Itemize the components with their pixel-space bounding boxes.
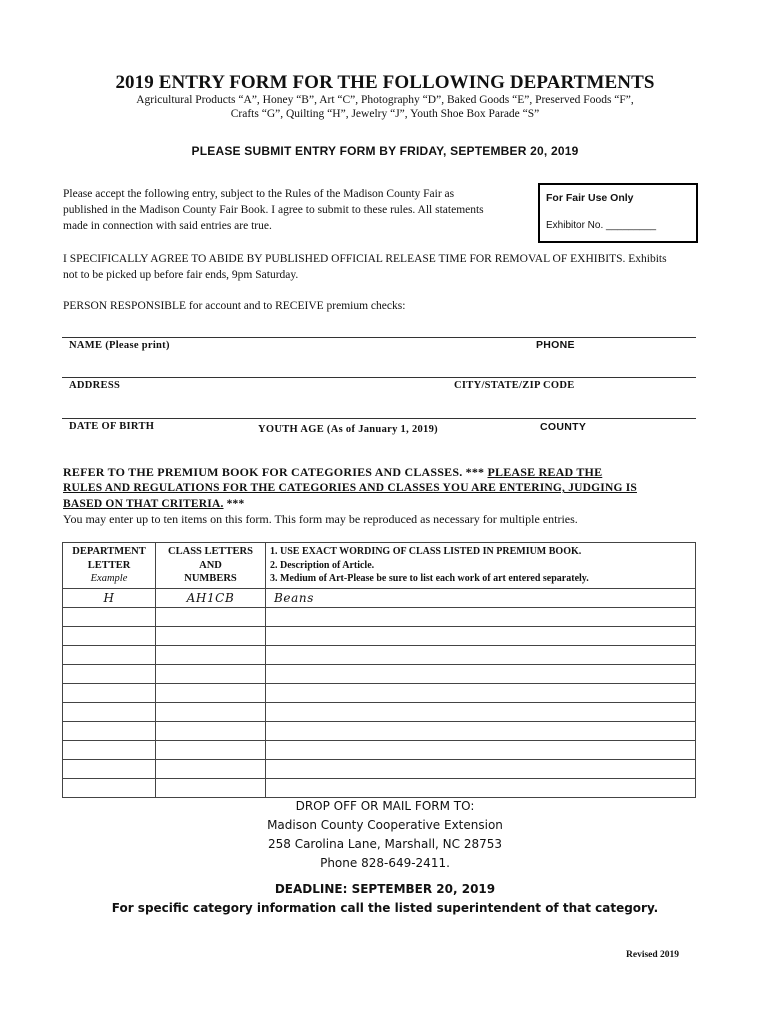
name-label: NAME (Please print) <box>69 340 170 351</box>
revised-note: Revised 2019 <box>626 950 680 960</box>
release-statement <box>63 251 743 283</box>
mailing-address: 258 Carolina Lane, Marshall, NC 28753 <box>267 837 503 851</box>
department-cell[interactable] <box>63 607 156 626</box>
departments-line-2: Crafts “G”, Quilting “H”, Jewelry “J”, Youth Shoe Box Parade “S” <box>230 108 540 120</box>
release-line-2: not to be picked up before fair ends, 9pm Saturday. <box>63 269 299 281</box>
youth-age-label: YOUTH AGE (As of January 1, 2019) <box>258 424 438 435</box>
class-cell[interactable] <box>156 778 266 797</box>
intro-line-3: made in connection with said entries are true. <box>63 220 272 232</box>
table-row <box>63 683 696 702</box>
description-cell[interactable] <box>266 759 696 778</box>
refer-paragraph <box>63 464 703 512</box>
class-header-line-2: AND <box>199 559 222 571</box>
class-cell[interactable] <box>156 702 266 721</box>
entry-limit-note: You may enter up to ten items on this form. This form may be reproduced as necessary for multiple entries. <box>63 512 578 526</box>
refer-line-2: RULES AND REGULATIONS FOR THE CATEGORIES AND CLASSES YOU ARE ENTERING, JUDGING IS <box>63 482 637 494</box>
class-cell[interactable] <box>156 645 266 664</box>
department-header-line-1: DEPARTMENT <box>72 546 146 557</box>
class-cell[interactable] <box>156 664 266 683</box>
table-row <box>63 626 696 645</box>
example-label: Example <box>90 573 128 584</box>
table-row <box>63 721 696 740</box>
refer-line-1b: PLEASE READ THE <box>487 465 603 479</box>
table-row <box>63 645 696 664</box>
department-cell[interactable] <box>63 759 156 778</box>
intro-paragraph <box>63 186 533 234</box>
refer-line-3b: *** <box>223 498 245 510</box>
department-cell[interactable] <box>63 740 156 759</box>
table-row <box>63 702 696 721</box>
county-label: COUNTY <box>540 421 587 433</box>
department-cell[interactable] <box>63 683 156 702</box>
example-description-cell: Beans <box>266 588 696 607</box>
drop-off-heading: DROP OFF OR MAIL FORM TO: <box>295 799 475 813</box>
intro-line-2: published in the Madison County Fair Book. I agree to submit to these rules. All statements <box>63 204 484 216</box>
release-line-1: I SPECIFICALLY AGREE TO ABIDE BY PUBLISHED OFFICIAL RELEASE TIME FOR REMOVAL OF EXHIBITS. Exhibits <box>63 253 667 265</box>
departments-list <box>0 93 770 121</box>
exhibitor-number-field[interactable]: Exhibitor No. _________ <box>546 220 657 231</box>
department-cell[interactable] <box>63 626 156 645</box>
description-header-line-3: 3. Medium of Art-Please be sure to list each work of art entered separately. <box>270 573 589 584</box>
description-cell[interactable] <box>266 626 696 645</box>
description-cell[interactable] <box>266 645 696 664</box>
class-cell[interactable] <box>156 759 266 778</box>
class-cell[interactable] <box>156 740 266 759</box>
table-row <box>63 778 696 797</box>
class-cell[interactable] <box>156 721 266 740</box>
dob-label: DATE OF BIRTH <box>69 421 155 432</box>
description-header-line-2: 2. Description of Article. <box>270 559 375 571</box>
description-cell[interactable] <box>266 721 696 740</box>
class-letters-header <box>156 543 266 589</box>
phone-number: Phone 828-649-2411. <box>320 856 450 870</box>
description-header <box>266 543 696 589</box>
department-cell[interactable] <box>63 721 156 740</box>
table-row <box>63 740 696 759</box>
example-class-cell: AH1CB <box>156 588 266 607</box>
example-row <box>63 588 696 607</box>
description-cell[interactable] <box>266 778 696 797</box>
address-line[interactable] <box>62 377 696 378</box>
table-row <box>63 759 696 778</box>
refer-line-3a: BASED ON THAT CRITERIA. <box>63 498 224 510</box>
organization-name: Madison County Cooperative Extension <box>267 818 503 832</box>
fair-use-box <box>538 183 698 243</box>
description-cell[interactable] <box>266 664 696 683</box>
page-title: 2019 ENTRY FORM FOR THE FOLLOWING DEPARTMENTS <box>115 72 655 93</box>
table-header-row <box>63 543 696 589</box>
specific-info-text: For specific category information call the listed superintendent of that category. <box>111 901 659 915</box>
fair-use-title: For Fair Use Only <box>546 192 634 204</box>
dob-line[interactable] <box>62 418 696 419</box>
description-cell[interactable] <box>266 607 696 626</box>
department-cell[interactable] <box>63 778 156 797</box>
department-cell[interactable] <box>63 664 156 683</box>
example-department-cell: H <box>63 588 156 607</box>
department-header-line-2: LETTER <box>87 559 131 571</box>
department-cell[interactable] <box>63 702 156 721</box>
intro-line-1: Please accept the following entry, subject to the Rules of the Madison County Fair as <box>63 188 455 200</box>
submit-notice: PLEASE SUBMIT ENTRY FORM BY FRIDAY, SEPTEMBER 20, 2019 <box>191 144 579 158</box>
phone-label: PHONE <box>536 339 575 351</box>
class-cell[interactable] <box>156 683 266 702</box>
city-state-zip-label: CITY/STATE/ZIP CODE <box>454 380 575 391</box>
deadline-text: DEADLINE: SEPTEMBER 20, 2019 <box>274 882 496 896</box>
description-cell[interactable] <box>266 702 696 721</box>
address-label: ADDRESS <box>69 380 121 391</box>
description-cell[interactable] <box>266 683 696 702</box>
table-row <box>63 664 696 683</box>
entries-table <box>62 542 696 798</box>
class-header-line-3: NUMBERS <box>184 573 237 584</box>
class-cell[interactable] <box>156 626 266 645</box>
description-header-line-1: 1. USE EXACT WORDING OF CLASS LISTED IN PREMIUM BOOK. <box>270 546 582 557</box>
description-cell[interactable] <box>266 740 696 759</box>
department-letter-header <box>63 543 156 589</box>
class-cell[interactable] <box>156 607 266 626</box>
form-header <box>0 72 770 94</box>
mailing-info <box>0 797 770 873</box>
refer-line-1a: REFER TO THE PREMIUM BOOK FOR CATEGORIES AND CLASSES. *** <box>63 465 485 479</box>
table-row <box>63 607 696 626</box>
class-header-line-1: CLASS LETTERS <box>168 546 253 557</box>
person-responsible-label: PERSON RESPONSIBLE for account and to RECEIVE premium checks: <box>63 300 406 312</box>
deadline-block <box>0 880 770 918</box>
departments-line-1: Agricultural Products “A”, Honey “B”, Art “C”, Photography “D”, Baked Goods “E”, Preserved Foods “F”, <box>136 94 634 106</box>
department-cell[interactable] <box>63 645 156 664</box>
name-line[interactable] <box>62 337 696 338</box>
